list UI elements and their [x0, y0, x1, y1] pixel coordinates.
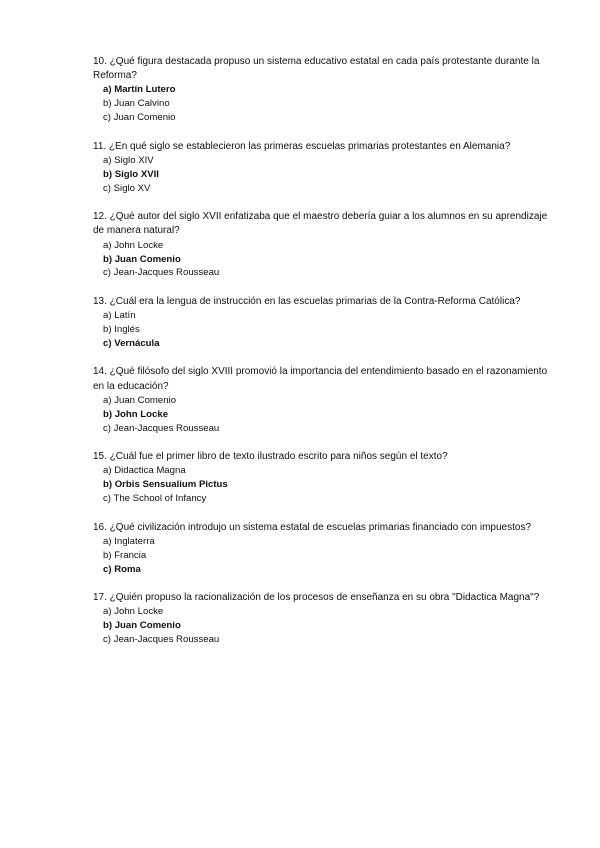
option-a: a) Didactica Magna: [103, 465, 186, 477]
option-c: c) Jean-Jacques Rousseau: [103, 267, 220, 279]
option-c: c) The School of Infancy: [103, 493, 207, 505]
question-list: [93, 55, 548, 662]
question-text: 15. ¿Cuál fue el primer libro de texto ilustrado escrito para niños según el texto?: [93, 451, 448, 463]
option-a: a) Latín: [103, 310, 136, 322]
option-a: a) John Locke: [103, 606, 164, 618]
question-10: [93, 55, 548, 125]
option-b-correct: b) Orbis Sensualium Pictus: [103, 479, 228, 491]
question-15: [93, 450, 548, 506]
option-a: a) Siglo XIV: [103, 154, 154, 166]
option-list: [93, 605, 548, 647]
question-text: 11. ¿En qué siglo se establecieron las primeras escuelas primarias protestantes en Alemania?: [93, 140, 511, 152]
option-c-correct: c) Vernácula: [103, 337, 160, 349]
option-list: [93, 239, 548, 281]
question-14: [93, 365, 548, 435]
option-b: b) Inglés: [103, 324, 140, 336]
option-list: [93, 309, 548, 351]
option-b: b) Francia: [103, 549, 147, 561]
option-b-correct: b) Siglo XVII: [103, 168, 159, 180]
option-a: a) Inglaterra: [103, 535, 155, 547]
option-a: a) John Locke: [103, 239, 164, 251]
option-c: c) Jean-Jacques Rousseau: [103, 634, 220, 646]
option-list: [93, 535, 548, 577]
option-b-correct: b) Juan Comenio: [103, 620, 181, 632]
question-text: 14. ¿Qué filósofo del siglo XVIII promovió la importancia del entendimiento basado en el razonamiento en la educación?: [93, 366, 548, 392]
question-12: [93, 210, 548, 280]
question-17: [93, 591, 548, 647]
question-11: [93, 140, 548, 196]
option-b: b) Juan Calvino: [103, 98, 170, 110]
option-list: [93, 154, 548, 196]
option-list: [93, 464, 548, 506]
option-b-correct: b) John Locke: [103, 408, 169, 420]
option-a-correct: a) Martín Lutero: [103, 84, 176, 96]
option-b-correct: b) Juan Comenio: [103, 253, 181, 265]
option-c: c) Siglo XV: [103, 182, 151, 194]
question-text: 17. ¿Quién propuso la racionalización de los procesos de enseñanza en su obra "Didactica Magna"?: [93, 592, 540, 604]
option-list: [93, 83, 548, 125]
option-c: c) Juan Comenio: [103, 112, 176, 124]
option-list: [93, 394, 548, 436]
option-a: a) Juan Comenio: [103, 394, 177, 406]
question-text: 13. ¿Cuál era la lengua de instrucción en las escuelas primarias de la Contra-Reforma Católica?: [93, 295, 521, 307]
question-text: 16. ¿Qué civilización introdujo un sistema estatal de escuelas primarias financiado con impuestos?: [93, 521, 532, 533]
question-13: [93, 295, 548, 351]
question-16: [93, 521, 548, 577]
question-text: 10. ¿Qué figura destacada propuso un sistema educativo estatal en cada país protestante durante la Reforma?: [93, 56, 540, 82]
option-c-correct: c) Roma: [103, 563, 141, 575]
question-text: 12. ¿Qué autor del siglo XVII enfatizaba que el maestro debería guiar a los alumnos en su aprendizaje de manera natural?: [93, 211, 548, 237]
option-c: c) Jean-Jacques Rousseau: [103, 422, 220, 434]
